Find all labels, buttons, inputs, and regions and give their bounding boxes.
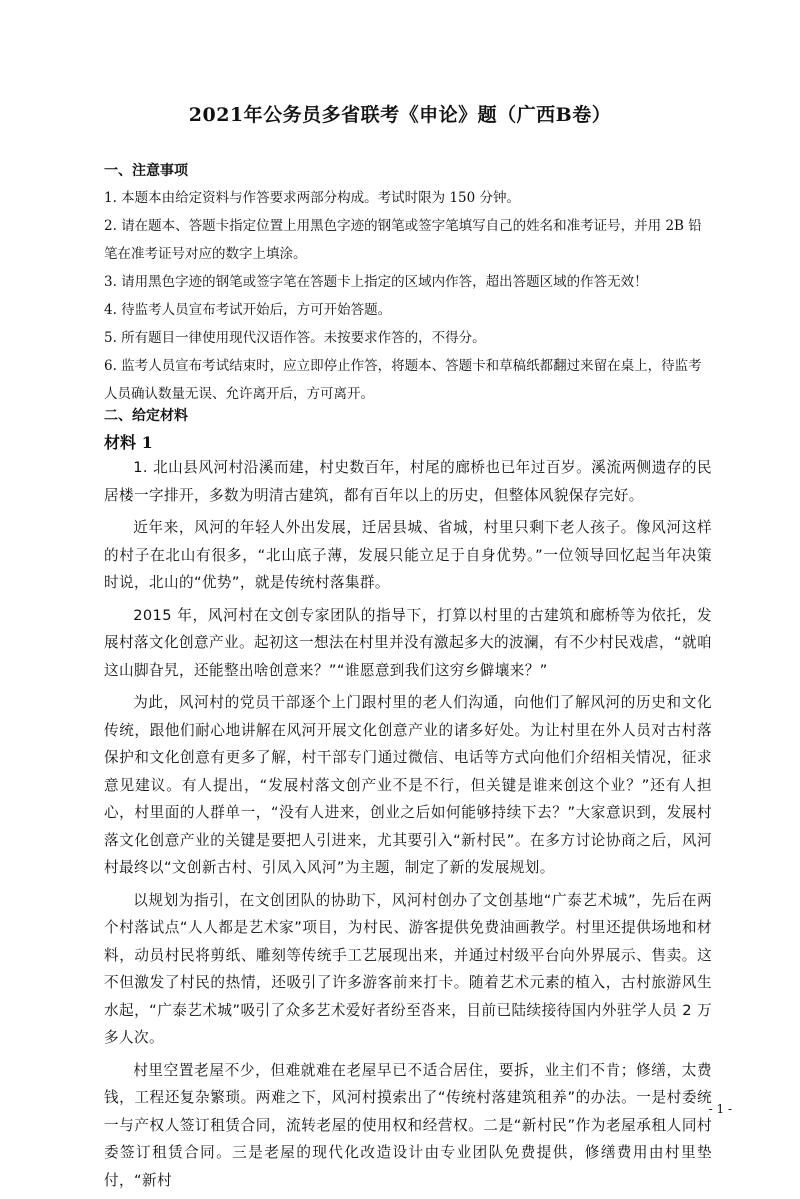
notice-item: 2. 请在题本、答题卡指定位置上用黑色字迹的钢笔或签字笔填写自己的姓名和准考证号，并用 2B 铅笔在准考证号对应的数字上填涂。 bbox=[104, 218, 702, 262]
paragraph: 1. 北山县风河村沿溪而建，村史数百年，村尾的廊桥也已年过百岁。溪流两侧遗存的民居楼一字排开，多数为明清古建筑，都有百年以上的历史，但整体风貌保存完好。 bbox=[104, 459, 712, 504]
document-title: 2021年公务员多省联考《申论》题（广西B卷） bbox=[188, 104, 612, 126]
material-body bbox=[104, 454, 712, 1199]
notice-item: 1. 本题本由给定资料与作答要求两部分构成。考试时限为 150 分钟。 bbox=[104, 190, 521, 206]
paragraph: 村里空置老屋不少，但难就难在老屋早已不适合居住，要拆，业主们不肯；修缮，太费钱，工程还复杂繁琐。两难之下，风河村摸索出了“传统村落建筑租养”的办法。一是村委统一与产权人签订租赁合同，流转老屋的使用权和经营权。二是“新村民”作为老屋承租人同村委签订租赁合同。三是老屋的现代化改造设计由专业团队免费提供，修缮费用由村里垫付，“新村 bbox=[104, 1061, 712, 1189]
notice-item: 3. 请用黑色字迹的钢笔或签字笔在答题卡上指定的区域内作答，超出答题区域的作答无效！ bbox=[104, 274, 648, 290]
paragraph: 2015 年，风河村在文创专家团队的指导下，打算以村里的古建筑和廊桥等为依托，发展村落文化创意产业。起初这一想法在村里并没有激起多大的波澜，有不少村民戏虐，“就咱这山脚旮旯，还能整出啥创意来？”“谁愿意到我们这穷乡僻壤来？” bbox=[104, 606, 712, 679]
paragraph: 以规划为指引，在文创团队的协助下，风河村创办了文创基地“广泰艺术城”，先后在两个村落试点“人人都是艺术家”项目，为村民、游客提供免费油画教学。村里还提供场地和材料，动员村民将剪纸、雕刻等传统手工艺展现出来，并通过村级平台向外界展示、售卖。这不但激发了村民的热情，还吸引了许多游客前来打卡。随着艺术元素的植入，古村旅游风生水起，“广泰艺术城”吸引了众多艺术爱好者纷至沓来，目前已陆续接待国内外驻学人员 2 万多人次。 bbox=[104, 891, 712, 1046]
notice-item: 5. 所有题目一律使用现代汉语作答。未按要求作答的，不得分。 bbox=[104, 330, 486, 346]
material-title: 材料 1 bbox=[104, 433, 153, 452]
notice-item: 4. 待监考人员宣布考试开始后，方可开始答题。 bbox=[104, 302, 392, 318]
paragraph: 为此，风河村的党员干部逐个上门跟村里的老人们沟通，向他们了解风河的历史和文化传统，跟他们耐心地讲解在风河开展文化创意产业的诸多好处。为让村里在外人员对古村落保护和文化创意有更多了解，村干部专门通过微信、电话等方式向他们介绍相关情况，征求意见建议。有人提出，“发展村落文创产业不是不行，但关键是谁来创这个业？”还有人担心，村里面的人群单一，“没有人进来，创业之后如何能够持续下去？”大家意识到，发展村落文化创意产业的关键是要把人引进来，尤其要引入“新村民”。在多方讨论协商之后，风河村最终以“文创新古村、引凤入风河”为主题，制定了新的发展规划。 bbox=[104, 694, 712, 876]
section-heading-materials: 二、给定材料 bbox=[104, 408, 188, 424]
page-number: - 1 - bbox=[708, 1102, 732, 1116]
notice-item: 6. 监考人员宣布考试结束时，应立即停止作答，将题本、答题卡和草稿纸都翻过来留在桌上，待监考人员确认数量无误、允许离开后，方可离开。 bbox=[104, 358, 702, 402]
notice-list bbox=[104, 184, 714, 408]
section-heading-notices: 一、注意事项 bbox=[104, 163, 188, 179]
paragraph: 近年来，风河的年轻人外出发展，迁居县城、省城，村里只剩下老人孩子。像风河这样的村子在北山有很多，“北山底子薄，发展只能立足于自身优势。”一位领导回忆起当年决策时说，北山的“优势”，就是传统村落集群。 bbox=[104, 519, 712, 591]
